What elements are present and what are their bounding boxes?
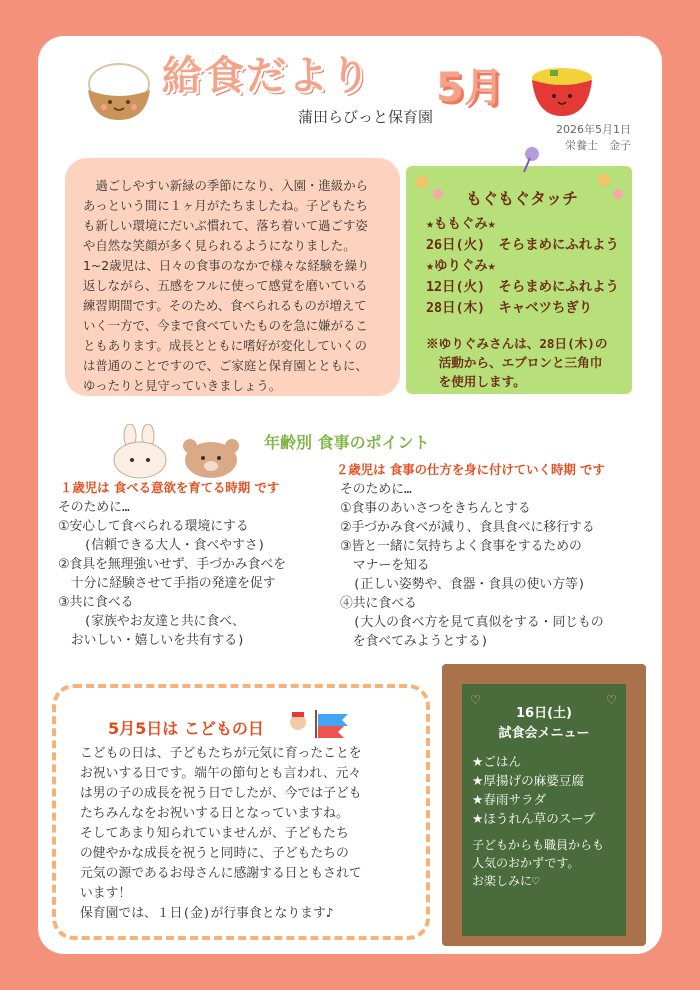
age1-heading: １歳児は 食べる意欲を育てる時期 です: [60, 480, 280, 495]
svg-text:♡: ♡: [606, 693, 617, 707]
flower-icon: [410, 170, 450, 206]
mogumogu-title: もぐもぐタッチ: [466, 189, 579, 208]
menu-item: ★ごはん: [472, 754, 522, 769]
month-label: 5月: [436, 65, 504, 111]
rabbit-bear-icon: [100, 424, 250, 480]
mogumogu-footnote: ※ゆりぐみさんは、28日(木)の 活動から、エプロンと三角巾 を使用します。: [426, 336, 608, 389]
mogumogu-schedule: ★ももぐみ★ 26日(火) そらまめにふれよう ★ゆりぐみ★ 12日(火) そらまめにふれよう 28日(木) キャベツちぎり: [426, 217, 619, 316]
koinobori-icon: [286, 708, 356, 740]
tasting-date: 16日(土): [516, 706, 572, 721]
school-name: 蒲田らびっと保育園: [298, 108, 434, 126]
rice-bowl-icon: [84, 58, 154, 124]
kodomo-text: こどもの日は、子どもたちが元気に育ったことを お祝いする日です。端午の節句とも言われ、元々 は男の子の成長を祝う日でしたが、今では子ども たちみんなをお祝いする日となっていますね。 そしてあまり知られていませんが、子どもたち の健やかな成長を祝うと同時に、子どもたちの 元気の源であるお母さんに感謝する日ともされて います！ 保育園では、１日(金)が行事食となります♪: [80, 746, 362, 921]
menu-item: ★春雨サラダ: [472, 792, 547, 807]
issue-info: [556, 122, 631, 154]
author: 栄養士 金子: [565, 139, 631, 152]
pushpin-icon: [518, 144, 544, 174]
points-title: 年齢別 食事のポイント: [264, 433, 430, 452]
menu-item: ★ほうれん草のスープ: [472, 811, 596, 826]
tasting-title: 試食会メニュー: [498, 726, 590, 741]
newsletter-title: 給食だより: [162, 53, 372, 99]
svg-text:♡: ♡: [470, 693, 481, 707]
tasting-menu: [472, 752, 595, 828]
intro-text: 過ごしやすい新緑の季節になり、入園・進級から あっという間に１ヶ月がたちましたね。子どもたち も新しい環境にだいぶ慣れて、落ち着いて過ごす姿 や自然な笑顔が多く見られるようになりました。 1~2歳児は、日々の食事のなかで様々な経験を繰り 返しながら、五感をフルに使って感覚を磨いている 練習期間です。そのため、食べられるものが増えて いく一方で、今まで食べていたものを急に嫌がるこ ともあります。成長とともに嗜好が変化していくの は普通のことですので、ご家庭と保育園とともに、 ゆったりと見守っていきましょう。: [83, 178, 370, 393]
menu-item: ★厚揚げの麻婆豆腐: [472, 773, 585, 788]
soup-bowl-icon: [528, 60, 596, 122]
tasting-footer: 子どもからも職員からも 人気のおかずです。 お楽しみに♡: [472, 838, 605, 888]
age2-text: そのために… ①食事のあいさつをきちんとする ②手づかみ食べが減り、食具食べに移行する ③皆と一緒に気持ちよく食事をするための マナーを知る (正しい姿勢や、食器・食具の使い方等) ④共に食べる (大人の食べ方を見て真似をする・同じもの を食べてみようとする): [340, 482, 604, 649]
issue-date: 2026年5月1日: [556, 123, 631, 136]
age2-heading: ２歳児は 食事の仕方を身に付けていく時期 です: [336, 462, 605, 477]
intro-box: [65, 158, 400, 396]
age1-text: そのために… ①安心して食べられる環境にする (信頼できる大人・食べやすさ) ②食具を無理強いせず、手づかみ食べを 十分に経験させて手指の発達を促す ③共に食べる (家族やお友達と共に食べ、 おいしい・嬉しいを共有する): [58, 500, 286, 648]
flower-icon-2: [590, 168, 630, 204]
kodomo-title: 5月5日は こどもの日: [108, 719, 264, 738]
